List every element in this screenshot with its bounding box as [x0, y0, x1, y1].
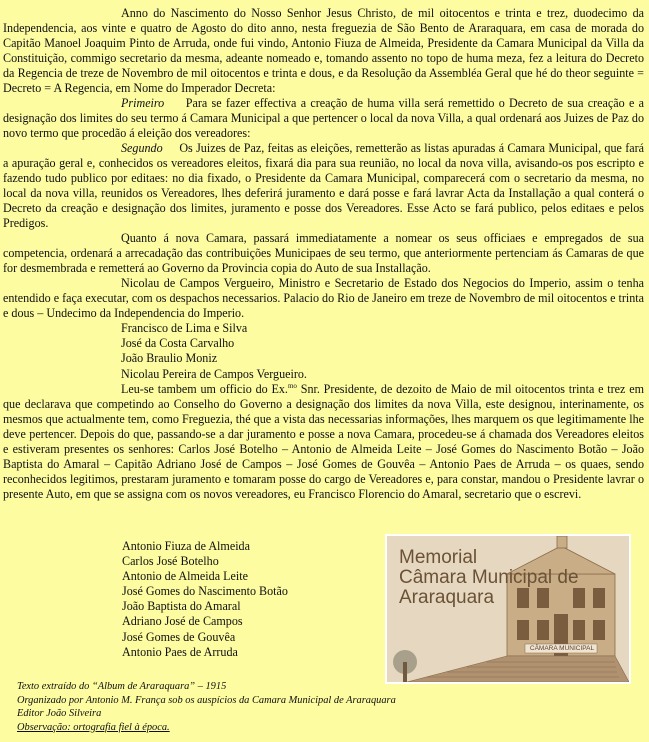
decree-signer: Francisco de Lima e Silva [121, 321, 248, 335]
act-signer: Carlos José Botelho [122, 554, 219, 569]
act-signer: José Gomes de Gouvêa [122, 629, 236, 644]
act-signer: Antonio de Almeida Leite [122, 569, 248, 584]
document-body [3, 6, 644, 502]
decree-signer: José da Costa Carvalho [121, 336, 235, 351]
memorial-title-line1: Memorial [399, 547, 478, 568]
footer-observation: Observação: ortografia fiel à época. [17, 721, 170, 733]
paragraph-opening: Anno do Nascimento do Nosso Senhor Jesus Christo, de mil oitocentos e trinta e trez, duodecimo da Independencia, aos vinte e quatro de Agosto do dito anno, nesta freguezia de São Bento de Araraquara, em casa de morada do Capitão Manoel Joaquim Pinto de Arruda, onde fui vindo, Antonio Fiuza de Almeida, Presidente da Camara Municipal da Villa da Constituição, commigo secretario da mesma, adeante nomeado e, tomando assento no topo de huma meza, fez a leitura do Decreto da Regencia de treze de Novembro de mil oitocentos e trinta e dous, e da Resolução da Assembléa Geral que hé do theor seguinte = Decreto = A Regencia, em Nome do Imperador Decreta: [3, 6, 644, 95]
footer-source: Texto extraído do “Album de Araraquara” – 1915 [17, 681, 227, 692]
paragraph-nova-camara: Quanto á nova Camara, passará immediatamente a nomear os seus officiaes e empregados de sua competencia, ordenará a arrecadação das contribuições Municipaes de seu termo, que anteriormente pertenciam ás Camaras de que for desmembrada e remetterá ao Governo da Provincia copia do Auto de sua Installação. [3, 231, 644, 275]
officio-start: Leu-se tambem um officio do Ex. [121, 381, 288, 396]
paragraph-officio [3, 382, 644, 502]
footer-organizer: Organizado por Antonio M. França sob os auspícios da Camara Municipal de Araraquara [17, 694, 396, 706]
decree-signers-list [121, 321, 644, 382]
text-segundo: Os Juizes de Paz, feitas as eleições, remetterão as listas apuradas á Camara Municipal, que fará a apuração geral e, conhecidos os vereadores eleitos, fixará dia para sua reunião, no local da nova villa, avisando-os pos escripto e fazendo tudo publico por editaes: no dia fixado, o Presidente da Camara Municipal, comparecerá com o secretario da mesma, no local da nova villa, reunidos os Vereadores, lhes deferirá juramento e dará posse e fará lavrar Acta da Installação a qual conterá o Decreto da creação e designação dos limites, juramento e posse dos Vereadores. Esse Acto se fará publico, pelos editaes e pelos Predigos. [3, 141, 645, 230]
paragraph-vergueiro: Nicolau de Campos Vergueiro, Ministro e Secretario de Estado dos Negocios do Imperio, assim o tenha entendido e faça executar, com os despachos necessarios. Palacio do Rio de Janeiro em treze de Novembro de mil oitocentos e trinta e dous – Undecimo da Independencia do Imperio. [3, 276, 644, 320]
act-signer: Adriano José de Campos [122, 614, 243, 629]
officio-rest: Snr. Presidente, de dezoito de Maio de mil oitocentos trinta e trez em que declarava que competindo ao Conselho do Governo a designação dos limites da nova Villa, este designou, interinamente, os mesmos que actualmente tem, como Freguezia, thé que a vista das necessarias informações, lhes marquem os que legitimamente lhe deve pertencer. Depois do que, passando-se a dar juramento e posse a nova Camara, procedeu-se á chamada dos Vereadores eleitos e estiveram presentes os senhores: Carlos José Botelho – Antonio de Almeida Leite – José Gomes do Nascimento Botão – João Baptista do Amaral – Capitão Adriano José de Campos – José Gomes de Gouvêa – Antonio Paes de Arruda – os quaes, sendo reconhecidos legitimos, prestaram juramento e tomaram posse do cargo de Vereadores e, para constar, mandou o Presidente lavrar o presente Auto, em que se assigna com os novos vereadores, eu Francisco Florencio do Amaral, secretario que o escrevi. [3, 381, 645, 501]
memorial-title-line3: Araraquara [399, 587, 495, 608]
text-primeiro: Para se fazer effectiva a creação de huma villa será remettido o Decreto de sua creação e a designação dos limites do seu termo á Camara Municipal a que pertencer o local da nova Villa, a qual ordenará aos Juizes de Paz do novo termo que procedão á eleição dos vereadores: [3, 96, 644, 140]
label-primeiro: Primeiro [121, 96, 165, 110]
paragraph-segundo [3, 141, 644, 231]
officio-superscript: mo [287, 381, 297, 390]
act-signer: João Baptista do Amaral [122, 599, 241, 614]
decree-signer: João Braulio Moniz [121, 351, 218, 366]
footer-editor: Editor João Silveira [17, 708, 102, 719]
act-signers-list [122, 539, 288, 660]
source-footer [17, 680, 396, 734]
act-signer: José Gomes do Nascimento Botão [122, 584, 288, 599]
act-signer: Antonio Paes de Arruda [122, 644, 238, 659]
act-signer: Antonio Fiuza de Almeida [122, 539, 250, 553]
building-sign-text: CÂMARA MUNICIPAL [529, 645, 595, 652]
memorial-photo [385, 534, 631, 684]
decree-signer: Nicolau Pereira de Campos Vergueiro. [121, 366, 307, 381]
memorial-title-line2: Câmara Municipal de [399, 567, 579, 588]
memorial-title [399, 548, 599, 608]
label-segundo: Segundo [121, 141, 163, 155]
paragraph-primeiro [3, 96, 644, 141]
